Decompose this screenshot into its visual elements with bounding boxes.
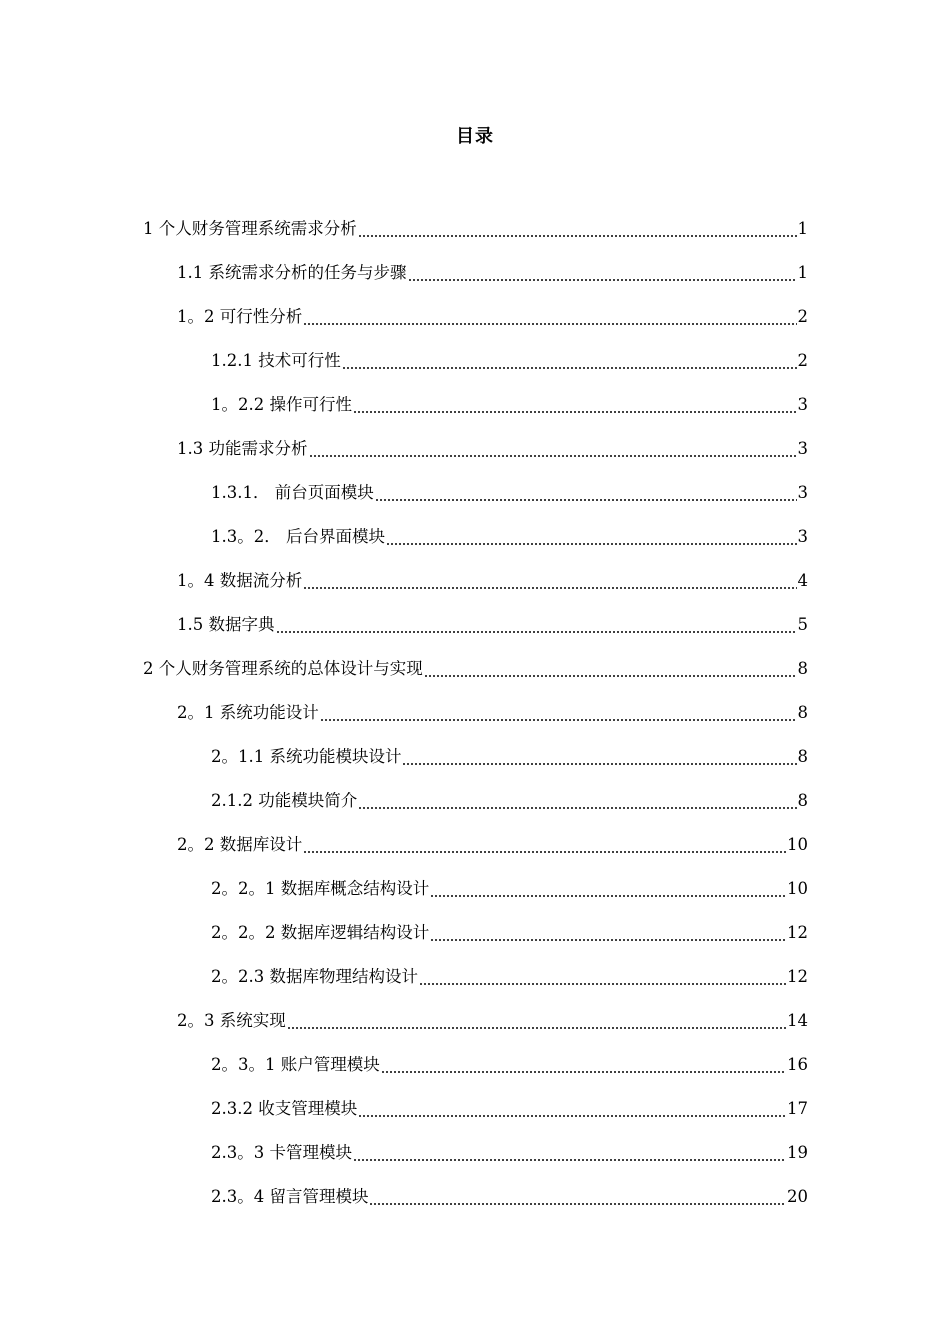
toc-page-number: 8 (797, 747, 808, 766)
dot-leader (342, 350, 797, 372)
toc-entry-title: 2.1.2 功能模块简介 (211, 791, 358, 810)
dot-leader (358, 218, 797, 240)
toc-page-number: 10 (787, 835, 808, 854)
toc-entry[interactable] (0, 548, 950, 592)
toc-entry-title: 1.5 数据字典 (177, 615, 275, 634)
toc-entry-title: 2。3。1 账户管理模块 (211, 1055, 380, 1074)
toc-page-number: 8 (797, 703, 808, 722)
toc-entry-title: 2.3.2 收支管理模块 (211, 1099, 358, 1118)
toc-entry[interactable] (0, 1076, 950, 1120)
toc-page-number: 17 (787, 1099, 808, 1118)
toc-page-number: 19 (787, 1143, 808, 1162)
toc-entry[interactable] (0, 1164, 950, 1208)
toc-page-number: 8 (797, 791, 808, 810)
dot-leader (276, 614, 797, 636)
dot-leader (369, 1186, 786, 1208)
toc-entry[interactable] (0, 944, 950, 988)
toc-page-number: 2 (797, 307, 808, 326)
toc-entry[interactable] (0, 592, 950, 636)
toc-entry-title: 1.3.1． 前台页面模块 (211, 483, 374, 502)
toc-page-number: 14 (787, 1011, 808, 1030)
toc-entry-title: 1.2.1 技术可行性 (211, 351, 341, 370)
toc-entry[interactable] (0, 416, 950, 460)
toc-entry[interactable] (0, 636, 950, 680)
table-of-contents (0, 196, 950, 1208)
dot-leader (430, 922, 786, 944)
toc-page-number: 8 (797, 659, 808, 678)
toc-entry[interactable] (0, 1032, 950, 1076)
toc-entry-title: 2。2。2 数据库逻辑结构设计 (211, 923, 430, 942)
dot-leader (386, 526, 797, 548)
toc-entry-title: 2。2.3 数据库物理结构设计 (211, 967, 418, 986)
toc-page-number: 4 (797, 571, 808, 590)
toc-entry[interactable] (0, 900, 950, 944)
toc-entry-title: 2.3。3 卡管理模块 (211, 1143, 352, 1162)
toc-entry-title: 2 个人财务管理系统的总体设计与实现 (143, 659, 423, 678)
toc-entry-title: 1.3 功能需求分析 (177, 439, 308, 458)
dot-leader (287, 1010, 786, 1032)
toc-title: 目录 (456, 126, 494, 147)
toc-entry[interactable] (0, 504, 950, 548)
toc-entry-title: 2。2。1 数据库概念结构设计 (211, 879, 430, 898)
toc-entry[interactable] (0, 856, 950, 900)
dot-leader (419, 966, 786, 988)
toc-entry[interactable] (0, 372, 950, 416)
toc-page-number: 1 (797, 219, 808, 238)
dot-leader (309, 438, 797, 460)
toc-entry[interactable] (0, 812, 950, 856)
toc-entry[interactable] (0, 768, 950, 812)
dot-leader (303, 834, 786, 856)
toc-entry-title: 1.1 系统需求分析的任务与步骤 (177, 263, 407, 282)
toc-entry[interactable] (0, 988, 950, 1032)
dot-leader (358, 1098, 786, 1120)
toc-entry[interactable] (0, 240, 950, 284)
toc-page-number: 5 (797, 615, 808, 634)
toc-entry[interactable] (0, 328, 950, 372)
toc-entry[interactable] (0, 196, 950, 240)
toc-entry-title: 1。2 可行性分析 (177, 307, 303, 326)
dot-leader (381, 1054, 786, 1076)
toc-page-number: 3 (797, 395, 808, 414)
dot-leader (353, 394, 797, 416)
dot-leader (408, 262, 797, 284)
dot-leader (424, 658, 797, 680)
dot-leader (375, 482, 797, 504)
toc-page-number: 20 (787, 1187, 808, 1206)
toc-page-number: 16 (787, 1055, 808, 1074)
toc-page-number: 12 (787, 967, 808, 986)
toc-entry[interactable] (0, 680, 950, 724)
toc-entry-title: 1。2.2 操作可行性 (211, 395, 352, 414)
toc-entry[interactable] (0, 724, 950, 768)
toc-entry[interactable] (0, 1120, 950, 1164)
toc-entry[interactable] (0, 460, 950, 504)
dot-leader (303, 306, 796, 328)
toc-page-number: 3 (797, 483, 808, 502)
dot-leader (402, 746, 796, 768)
toc-page-number: 12 (787, 923, 808, 942)
dot-leader (320, 702, 797, 724)
toc-entry-title: 2。2 数据库设计 (177, 835, 303, 854)
toc-entry-title: 2。1.1 系统功能模块设计 (211, 747, 402, 766)
dot-leader (430, 878, 786, 900)
dot-leader (353, 1142, 786, 1164)
toc-page-number: 2 (797, 351, 808, 370)
toc-entry-title: 2。3 系统实现 (177, 1011, 286, 1030)
toc-page-number: 3 (797, 439, 808, 458)
toc-page-number: 3 (797, 527, 808, 546)
toc-entry-title: 1 个人财务管理系统需求分析 (143, 219, 357, 238)
toc-page-number: 10 (787, 879, 808, 898)
toc-page-number: 1 (797, 263, 808, 282)
dot-leader (358, 790, 796, 812)
toc-entry[interactable] (0, 284, 950, 328)
toc-entry-title: 2.3。4 留言管理模块 (211, 1187, 369, 1206)
toc-entry-title: 1。4 数据流分析 (177, 571, 303, 590)
dot-leader (303, 570, 796, 592)
toc-entry-title: 2。1 系统功能设计 (177, 703, 319, 722)
toc-entry-title: 1.3。2． 后台界面模块 (211, 527, 385, 546)
